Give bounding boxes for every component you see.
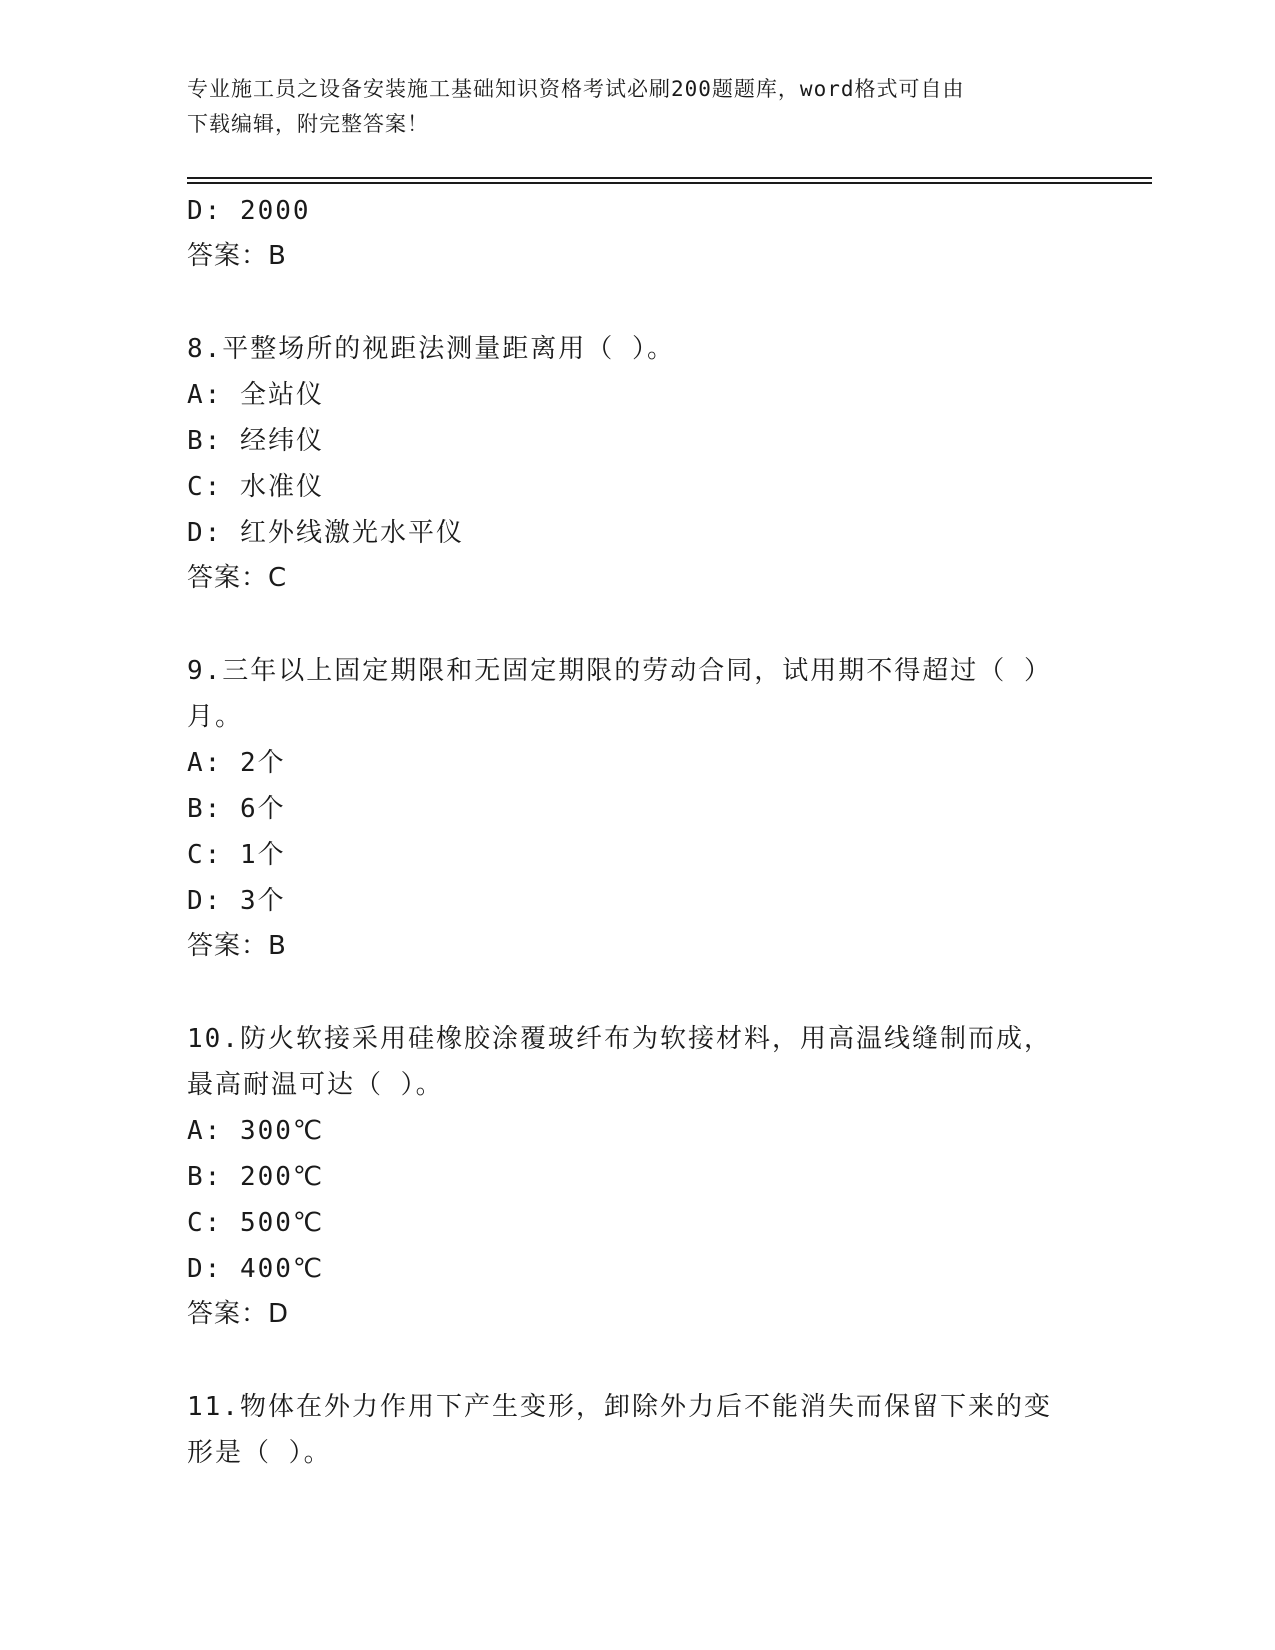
option-b: B: 经纬仪 — [187, 426, 324, 456]
question-text-cont: 月。 — [187, 702, 244, 732]
question-text: 11.物体在外力作用下产生变形，卸除外力后不能消失而保留下来的变 — [187, 1392, 1052, 1422]
spacer — [187, 278, 1087, 326]
option-d: D: 400℃ — [187, 1254, 325, 1284]
option-b: B: 6个 — [187, 794, 286, 824]
question-text-cont: 最高耐温可达（ ）。 — [187, 1070, 444, 1100]
question-10 — [187, 1016, 1087, 1336]
spacer — [187, 1336, 1087, 1384]
option-c: C: 500℃ — [187, 1208, 325, 1238]
option-c: C: 1个 — [187, 840, 286, 870]
question-11 — [187, 1384, 1087, 1476]
question-text-cont: 形是（ ）。 — [187, 1438, 332, 1468]
option-d: D: 3个 — [187, 886, 286, 916]
option-a: A: 300℃ — [187, 1116, 325, 1146]
header-line-1: 专业施工员之设备安装施工基础知识资格考试必刷200题题库，word格式可自由 — [187, 77, 965, 101]
prev-option-d: D: 2000 — [187, 196, 311, 226]
header-rule-top — [187, 177, 1152, 179]
question-text: 9.三年以上固定期限和无固定期限的劳动合同，试用期不得超过（ ） — [187, 656, 1052, 686]
header-line-2: 下载编辑，附完整答案！ — [187, 112, 429, 136]
option-a: A: 2个 — [187, 748, 286, 778]
header-rule-bottom — [187, 182, 1152, 184]
question-8 — [187, 326, 1087, 600]
spacer — [187, 968, 1087, 1016]
answer: 答案：C — [187, 563, 288, 593]
document-header — [187, 72, 1077, 142]
question-9 — [187, 648, 1087, 968]
question-text: 8.平整场所的视距法测量距离用（ ）。 — [187, 334, 675, 364]
answer: 答案：B — [187, 931, 287, 961]
option-a: A: 全站仪 — [187, 380, 324, 410]
question-list — [187, 188, 1087, 1476]
spacer — [187, 600, 1087, 648]
option-c: C: 水准仪 — [187, 472, 324, 502]
question-text: 10.防火软接采用硅橡胶涂覆玻纤布为软接材料，用高温线缝制而成， — [187, 1024, 1052, 1054]
option-b: B: 200℃ — [187, 1162, 325, 1192]
prev-answer: 答案：B — [187, 241, 287, 271]
option-d: D: 红外线激光水平仪 — [187, 518, 464, 548]
answer: 答案：D — [187, 1299, 290, 1329]
